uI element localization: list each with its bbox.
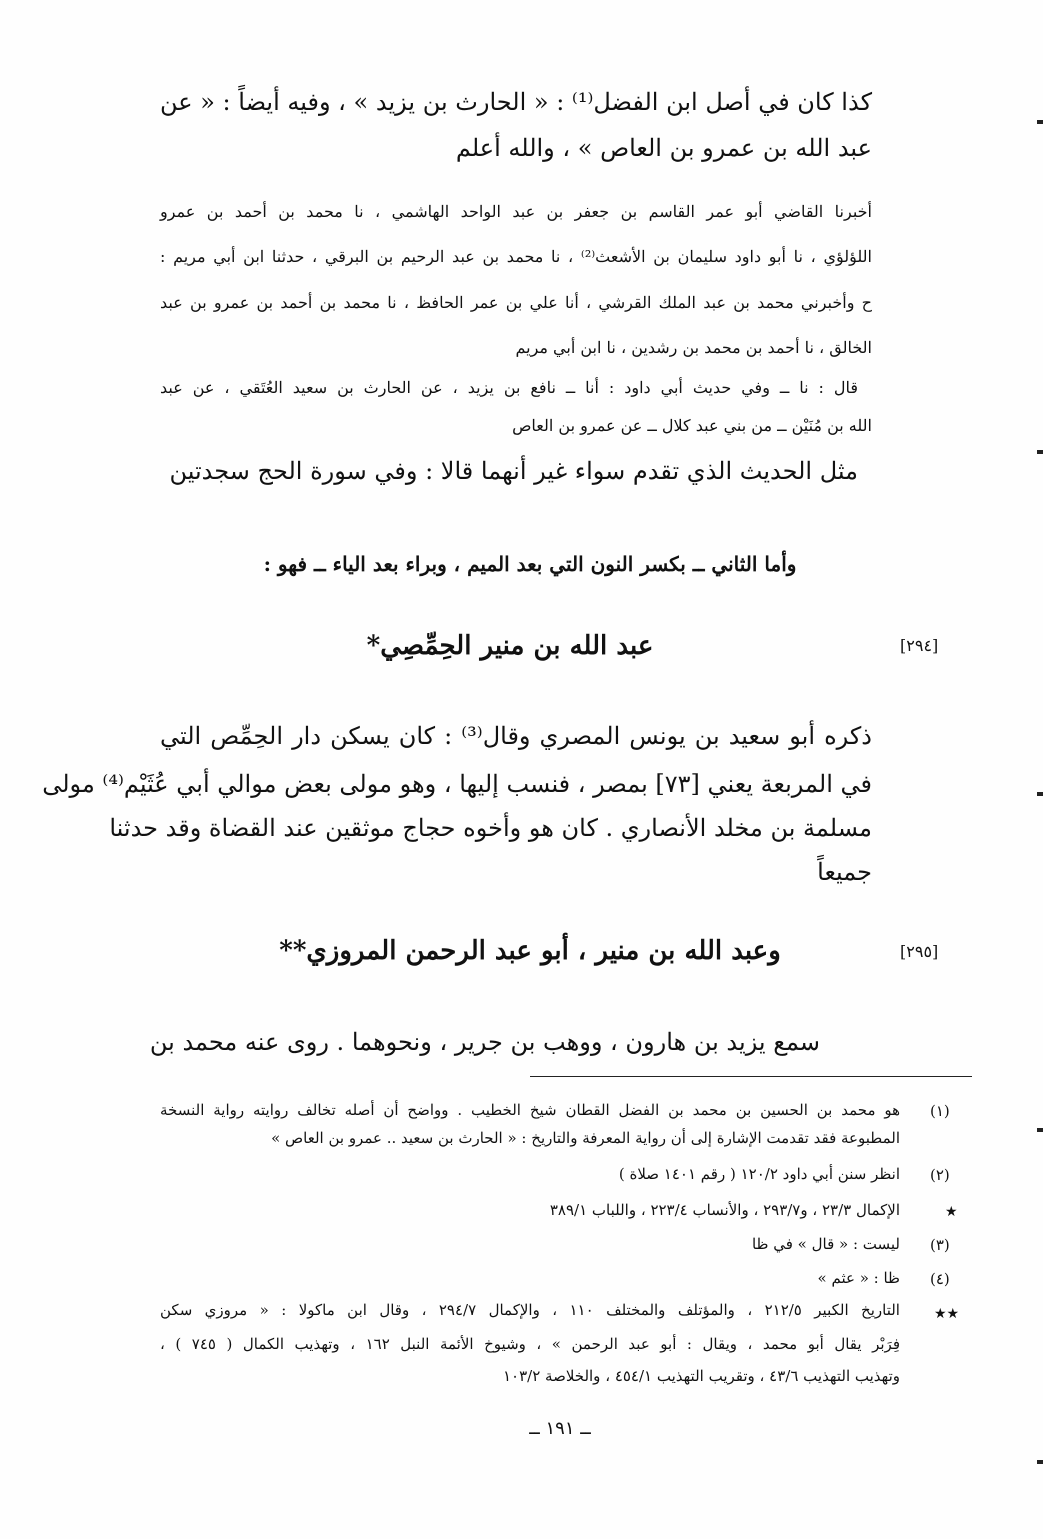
page-number: ــ ١٩١ ــ [529,1418,591,1439]
section-heading: وأما الثاني ــ بكسر النون التي بعد الميم ، وبراء بعد الياء ــ فهو : [263,552,797,576]
footnote-rule [530,1076,972,1077]
text-line: مسلمة بن مخلد الأنصاري . كان هو وأخوه حجاج موثقين عند القضاة وقد حدثنا [109,814,872,842]
footnote-marker: (١) [930,1102,950,1120]
scan-mark [1037,792,1043,796]
scan-mark [1037,1460,1043,1464]
scan-mark [1037,1128,1043,1132]
scan-mark [1037,450,1043,454]
footnote-line: التاريخ الكبير ٢١٢/٥ ، والمؤتلف والمختلف ١١٠ ، والإكمال ٢٩٤/٧ ، وقال ابن ماكولا : « مروزي سكن [160,1301,900,1319]
entry-number: [٢٩٥] [900,942,939,961]
footnote-line: فِرَبْر يقال أبو محمد ، ويقال : أبو عبد الرحمن » ، وشيوخ الأئمة النبل ١٦٢ ، وتهذيب الكمال ( ٧٤٥ ) ، [160,1335,900,1353]
isnad-line: اللؤلؤي ، نا أبو داود سليمان بن الأشعث⁽²⁾ ، نا محمد بن عبد الرحيم بن البرقي ، حدثنا ابن أبي مريم : [160,247,872,266]
footnote-marker: (٢) [930,1166,950,1184]
footnote-line: انظر سنن أبي داود ١٢٠/٢ ( رقم ١٤٠١ صلاة ) [618,1165,900,1183]
text-line: عبد الله بن عمرو بن العاص » ، والله أعلم [455,134,872,162]
footnote-marker: (٣) [930,1236,950,1254]
isnad-line: الخالق ، نا أحمد بن محمد بن رشدين ، نا ابن أبي مريم [515,338,872,357]
isnad-line: ح وأخبرني محمد بن عبد الملك القرشي ، أنا علي بن عمر الحافظ ، نا محمد بن أحمد بن عمرو بن عبد [160,293,872,312]
footnote-line: الإكمال ٢٣/٣ ، و٢٩٣/٧ ، والأنساب ٢٢٣/٤ ، واللباب ٣٨٩/١ [549,1201,900,1219]
isnad-line: الله بن مُنَيْن ــ من بني عبد كلال ــ عن عمرو بن العاص [512,416,872,435]
footnote-marker: (٤) [930,1270,950,1288]
footnote-marker: ★ [945,1204,958,1220]
footnote-marker: ★★ [934,1306,960,1322]
footnote-line: وتهذيب التهذيب ٤٣/٦ ، وتقريب التهذيب ٤٥٤/١ ، والخلاصة ١٠٣/٢ [502,1367,900,1385]
footnote-line: المطبوعة فقد تقدمت الإشارة إلى أن رواية المعرفة والتاريخ : « الحارث بن سعيد .. عمرو بن العاص » [271,1129,900,1147]
isnad-line: أخبرنا القاضي أبو عمر القاسم بن جعفر بن عبد الواحد الهاشمي ، نا محمد بن أحمد بن عمرو [160,202,873,221]
footnote-line: ظا : « عثم » [817,1269,900,1287]
text-line: مثل الحديث الذي تقدم سواء غير أنهما قالا : وفي سورة الحج سجدتين [169,457,858,485]
isnad-line: قال : نا ــ وفي حديث أبي داود : أنا ــ نافع بن يزيد ، عن الحارث بن سعيد العُتَقي ، عن عبد [160,378,858,397]
text-line: سمع يزيد بن هارون ، ووهب بن جرير ، ونحوهما . روى عنه محمد بن [149,1028,820,1056]
scan-mark [1037,120,1043,124]
text-line: ذكره أبو سعيد بن يونس المصري وقال⁽³⁾ : كان يسكن دار الحِمِّص التي [160,722,872,750]
entry-number: [٢٩٤] [900,636,939,655]
entry-title: عبد الله بن منير الحِمِّصِي* [366,631,654,661]
entry-title: وعبد الله بن منير ، أبو عبد الرحمن المروزي** [279,936,781,966]
text-line: كذا كان في أصل ابن الفضل⁽¹⁾ : « الحارث بن يزيد » ، وفيه أيضاً : « عن [160,88,872,116]
text-line: في المربعة يعني [٧٣] بمصر ، فنسب إليها ، وهو مولى بعض موالي أبي عُثَيْم⁽⁴⁾ مولى [42,770,872,798]
text-line: جميعاً [817,858,872,886]
footnote-line: ليست : « قال » في ظا [751,1235,900,1253]
footnote-line: هو محمد بن الحسين بن محمد بن الفضل القطان شيخ الخطيب . وواضح أن أصله تخالف روايته رواية النسخة [160,1101,900,1119]
